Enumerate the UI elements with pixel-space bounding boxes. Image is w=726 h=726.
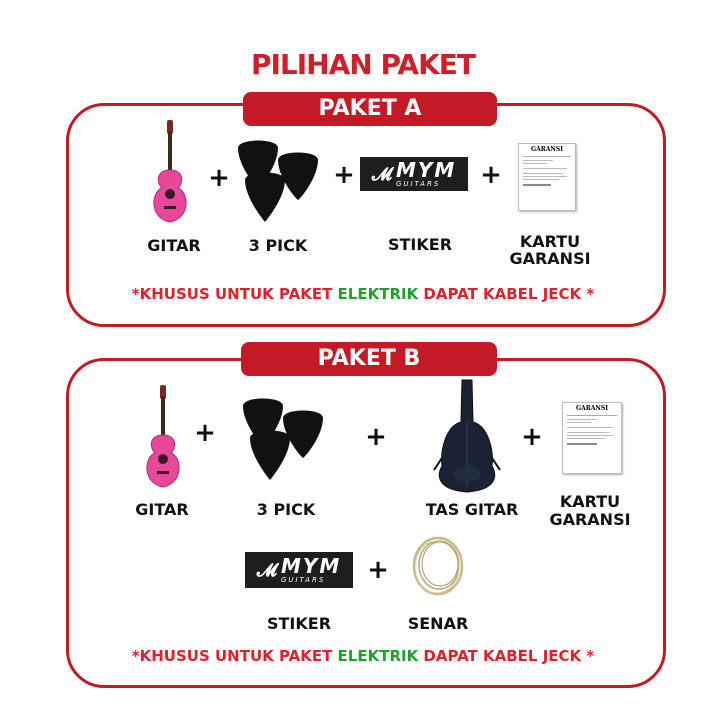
item-label-stiker: STIKER (266, 614, 332, 633)
card-title: GARANSI (530, 146, 564, 153)
plus-sign: + (480, 160, 502, 190)
item-label-tas-gitar: TAS GITAR (425, 500, 519, 519)
sticker-sub: GUITARS (395, 180, 441, 188)
pick-icon (238, 394, 328, 486)
card-title: GARANSI (575, 405, 609, 412)
paket-b-note (0, 647, 726, 665)
item-label-stiker: STIKER (387, 235, 453, 254)
page-title: PILIHAN PAKET (250, 48, 476, 81)
plus-sign: + (365, 422, 387, 452)
item-label-pick: 3 PICK (256, 500, 316, 519)
pick-icon (233, 136, 323, 228)
note-text: DAPAT KABEL JECK * (418, 285, 595, 303)
sticker-icon: 𝓜 MYM GUITARS (245, 552, 353, 588)
item-label-kartu: KARTU (519, 232, 581, 251)
plus-sign: + (194, 418, 216, 448)
sticker-icon: 𝓜 MYM GUITARS (360, 157, 468, 191)
item-label-pick: 3 PICK (248, 236, 308, 255)
warranty-card-icon (562, 402, 622, 474)
guitar-bag-icon (432, 378, 502, 496)
sticker-sub: GUITARS (280, 576, 326, 584)
note-highlight: ELEKTRIK (337, 647, 419, 665)
paket-a-note (0, 285, 726, 303)
note-highlight: ELEKTRIK (337, 285, 419, 303)
note-text: DAPAT KABEL JECK * (418, 647, 595, 665)
plus-sign: + (367, 555, 389, 585)
item-label-garansi: GARANSI (549, 510, 631, 529)
item-label-gitar: GITAR (135, 500, 189, 519)
item-label-gitar: GITAR (147, 236, 201, 255)
paket-a-banner: PAKET A (243, 92, 497, 126)
item-label-senar: SENAR (407, 614, 469, 633)
plus-sign: + (208, 163, 230, 193)
guitar-icon (138, 383, 188, 493)
strings-icon (405, 530, 471, 600)
note-text: *KHUSUS UNTUK PAKET (131, 285, 338, 303)
plus-sign: + (333, 160, 355, 190)
item-label-garansi: GARANSI (509, 249, 591, 268)
plus-sign: + (521, 422, 543, 452)
warranty-card-icon (518, 143, 576, 211)
note-text: *KHUSUS UNTUK PAKET (131, 647, 338, 665)
item-label-kartu: KARTU (559, 492, 621, 511)
sticker-brand: MYM (280, 554, 342, 578)
paket-b-banner: PAKET B (241, 342, 497, 376)
guitar-icon (145, 118, 195, 228)
sticker-brand: MYM (395, 158, 457, 182)
